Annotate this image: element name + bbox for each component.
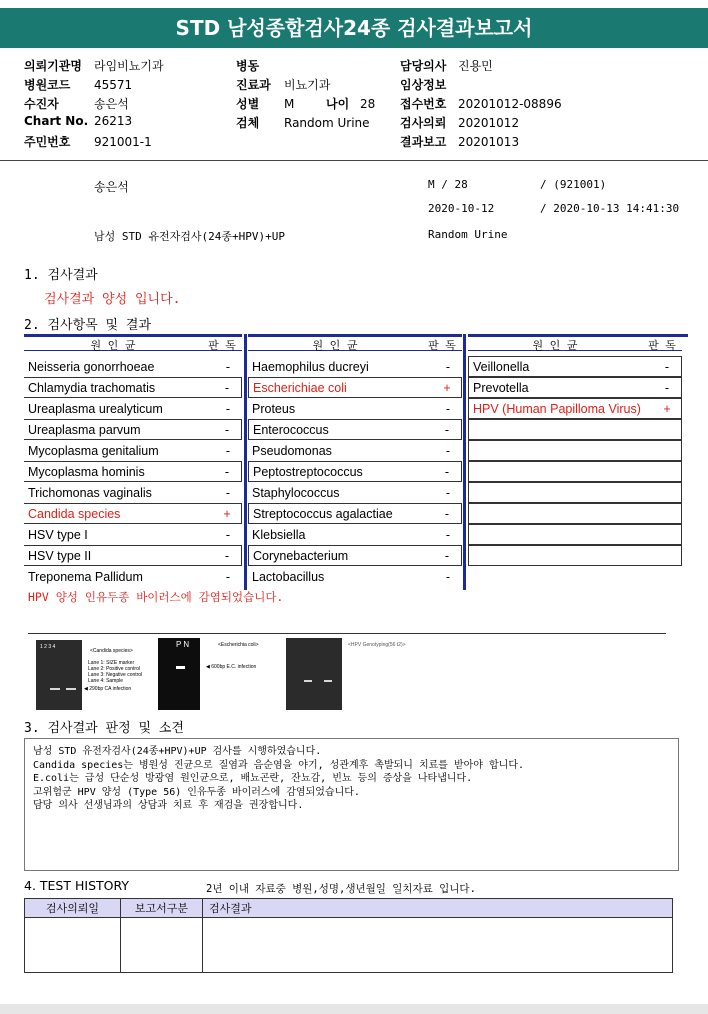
- col-header-organism: 원 인 균: [532, 339, 578, 352]
- header-field-value: 라임비뇨기과: [94, 59, 164, 73]
- result-row: [248, 461, 462, 482]
- organism-name: Mycoplasma genitalium: [28, 443, 159, 458]
- history-note: 2년 이내 자료중 병원,성명,생년월일 일치자료 입니다.: [206, 883, 476, 895]
- header-field-value: 진용민: [458, 59, 493, 73]
- opinion-line: 담당 의사 선생님과의 상담과 치료 후 재검을 권장합니다.: [33, 800, 304, 811]
- organism-name: Candida species: [28, 506, 121, 521]
- header-field-label: 수진자: [24, 97, 59, 111]
- header-field-label: 병동: [236, 59, 260, 73]
- patient-sex-age: M / 28: [428, 178, 468, 191]
- col-header-result: 판 독: [648, 339, 676, 352]
- col-header-result: 판 독: [208, 339, 236, 352]
- result-group: [24, 334, 242, 587]
- organism-name: Ureaplasma parvum: [28, 422, 141, 437]
- organism-name: Enterococcus: [253, 422, 329, 437]
- empty-result-row: [468, 503, 682, 524]
- test-name: 남성 STD 유전자검사(24종+HPV)+UP: [94, 230, 285, 243]
- organism-name: Mycoplasma hominis: [28, 464, 145, 479]
- header-field: [24, 95, 129, 112]
- result-value: -: [225, 485, 231, 500]
- result-row: [248, 545, 462, 566]
- patient-name: 송은석: [94, 180, 129, 194]
- gel-band: [304, 680, 312, 682]
- result-group-header: [248, 334, 462, 351]
- header-field-label: 의뢰기관명: [24, 59, 82, 73]
- result-row: [468, 377, 682, 398]
- history-header-row: [25, 899, 673, 918]
- header-field: [400, 57, 493, 74]
- organism-name: Escherichiae coli: [253, 380, 347, 395]
- header-field: [400, 133, 519, 150]
- gel-legend-line: Lane 3: Negative control: [88, 672, 143, 678]
- hpv-panel-title: <HPV Genotyping(56 t2)>: [348, 642, 406, 648]
- organism-name: Chlamydia trachomatis: [28, 380, 156, 395]
- header-field: [400, 95, 562, 112]
- empty-result-row: [468, 461, 682, 482]
- result-value: +: [443, 380, 451, 395]
- section4-title: 4. TEST HISTORY: [24, 878, 129, 893]
- result-value: -: [444, 506, 450, 521]
- empty-result-row: [468, 524, 682, 545]
- result-value: -: [664, 380, 670, 395]
- header-field-value: M: [284, 97, 295, 111]
- history-table: [24, 898, 673, 973]
- history-col-request-date: 검사의뢰일: [25, 899, 121, 918]
- specimen: Random Urine: [428, 228, 508, 241]
- header-field-label: 결과보고: [400, 135, 447, 149]
- header-field-value: 송은석: [94, 97, 129, 111]
- header-field-label: 병원코드: [24, 78, 71, 92]
- result-row: [24, 377, 242, 398]
- organism-name: Haemophilus ducreyi: [252, 359, 369, 374]
- header-field-label: 검체: [236, 116, 260, 130]
- gel-band: [176, 666, 185, 669]
- gel-legend-line: Lane 4: Sample: [88, 678, 124, 684]
- result-row: [24, 440, 242, 461]
- header-field-label: Chart No.: [24, 114, 89, 128]
- section2-title: 2. 검사항목 및 결과: [24, 318, 152, 333]
- candida-panel-title: <Candida species>: [90, 648, 133, 654]
- result-row: [468, 356, 682, 377]
- organism-name: Corynebacterium: [253, 548, 349, 563]
- age-value: 28: [360, 97, 376, 111]
- result-row: [248, 566, 462, 587]
- result-value: +: [663, 401, 671, 416]
- gel-legend-line: Lane 1: SIZE marker: [88, 660, 135, 666]
- receipt-date: 2020-10-12: [428, 202, 495, 215]
- organism-name: HSV type II: [28, 548, 92, 563]
- header-field-value: 45571: [94, 78, 133, 92]
- header-field: [236, 57, 284, 74]
- history-col-report-type: 보고서구분: [121, 899, 203, 918]
- organism-name: Staphylococcus: [252, 485, 340, 500]
- history-cell: [121, 918, 203, 973]
- empty-result-row: [468, 545, 682, 566]
- result-row: [24, 566, 242, 587]
- opinion-line: 남성 STD 유전자검사(24종+HPV)+UP 검사를 시행하였습니다.: [33, 746, 322, 757]
- organism-name: Trichomonas vaginalis: [28, 485, 152, 500]
- col-header-organism: 원 인 균: [312, 339, 358, 352]
- result-row: [24, 356, 242, 377]
- result-value: -: [225, 527, 231, 542]
- lane-numbers: 1 2 3 4: [40, 644, 56, 650]
- organism-name: Prevotella: [473, 380, 529, 395]
- opinion-line: E.coli는 급성 단순성 방광염 원인균으로, 배뇨곤란, 잔뇨감, 빈뇨 등의 증상을 나타냅니다.: [33, 773, 473, 784]
- result-group: [468, 334, 682, 566]
- header-field-label: 검사의뢰: [400, 116, 447, 130]
- result-value: -: [224, 422, 230, 437]
- result-value: -: [445, 443, 451, 458]
- result-value: -: [444, 464, 450, 479]
- result-row: [248, 482, 462, 503]
- result-value: -: [225, 569, 231, 584]
- header-field: [24, 133, 152, 150]
- header-field-value: 비뇨기과: [284, 78, 331, 92]
- result-row: [468, 398, 682, 419]
- result-row: [248, 356, 462, 377]
- history-empty-row: [25, 918, 673, 973]
- gel-band: [66, 688, 76, 690]
- age-label: 나이: [326, 97, 350, 111]
- result-row: [248, 398, 462, 419]
- gel-image-strip: [28, 633, 666, 713]
- header-field-label: 진료과: [236, 78, 271, 92]
- result-value: -: [224, 548, 230, 563]
- header-field: [400, 76, 458, 93]
- header-field-label: 성별: [236, 97, 260, 111]
- gel-band: [324, 680, 332, 682]
- header-field-value: 26213: [94, 114, 133, 128]
- organism-name: HPV (Human Papilloma Virus): [473, 401, 641, 416]
- result-group-header: [24, 334, 242, 351]
- header-field-label: 주민번호: [24, 135, 71, 149]
- history-col-result: 검사결과: [203, 899, 673, 918]
- ecoli-panel-title: <Escherichia coli>: [218, 642, 259, 648]
- header-field-value: 20201012-08896: [458, 97, 562, 111]
- organism-name: Veillonella: [473, 359, 530, 374]
- history-cell: [25, 918, 121, 973]
- header-divider: [0, 160, 708, 161]
- result-value: -: [445, 485, 451, 500]
- section1-title: 1. 검사결과: [24, 268, 98, 283]
- organism-name: Pseudomonas: [252, 443, 332, 458]
- report-datetime: / 2020-10-13 14:41:30: [540, 202, 680, 215]
- empty-result-row: [468, 440, 682, 461]
- ecoli-band-label: ◀ 600bp E.C. infection: [206, 664, 257, 670]
- col-header-result: 판 독: [428, 339, 456, 352]
- footer-bar: [0, 1004, 708, 1014]
- organism-name: Proteus: [252, 401, 296, 416]
- result-row: [24, 524, 242, 545]
- candida-gel-image: [36, 640, 82, 710]
- hpv-note: HPV 양성 인유두종 바이러스에 감염되었습니다.: [28, 590, 284, 604]
- header-field-value: 20201012: [458, 116, 520, 130]
- header-field-value: 20201013: [458, 135, 520, 149]
- organism-name: Streptococcus agalactiae: [253, 506, 393, 521]
- result-value: -: [225, 401, 231, 416]
- hpv-gel-image: [286, 638, 342, 710]
- result-row: [248, 524, 462, 545]
- result-row: [248, 419, 462, 440]
- result-row: [248, 440, 462, 461]
- result-value: -: [224, 380, 230, 395]
- result-value: -: [225, 359, 231, 374]
- empty-result-row: [468, 419, 682, 440]
- opinion-line: 고위험군 HPV 양성 (Type 56) 인유두종 바이러스에 감염되었습니다.: [33, 786, 360, 798]
- header-line-end: [680, 334, 688, 337]
- result-value: -: [444, 422, 450, 437]
- header-field-label: 임상정보: [400, 78, 447, 92]
- result-value: -: [445, 401, 451, 416]
- result-row: [24, 398, 242, 419]
- result-row: [248, 503, 462, 524]
- header-field: [236, 114, 370, 131]
- header-field-value: 921001-1: [94, 135, 152, 149]
- col-header-organism: 원 인 균: [90, 339, 136, 352]
- result-value: -: [225, 443, 231, 458]
- result-group: [248, 334, 462, 587]
- organism-name: Klebsiella: [252, 527, 306, 542]
- opinion-box: [24, 738, 679, 871]
- empty-result-row: [468, 482, 682, 503]
- result-row: [24, 419, 242, 440]
- gel-band: [50, 688, 60, 690]
- header-field-value: Random Urine: [284, 116, 370, 130]
- header-field: [400, 114, 519, 131]
- header-field-label: 담당의사: [400, 59, 447, 73]
- header-field: [24, 114, 132, 128]
- age-field: [326, 95, 375, 112]
- organism-name: Neisseria gonorrhoeae: [28, 359, 155, 374]
- patient-birth: / (921001): [540, 178, 607, 191]
- header-field-label: 접수번호: [400, 97, 447, 111]
- organism-name: Peptostreptococcus: [253, 464, 363, 479]
- result-row: [24, 503, 242, 524]
- overall-result: 검사결과 양성 입니다.: [44, 292, 181, 307]
- report-title: STD 남성종합검사24종 검사결과보고서: [0, 8, 708, 48]
- result-row: [24, 461, 242, 482]
- section3-title: 3. 검사결과 판정 및 소견: [24, 721, 184, 736]
- header-field: [236, 95, 294, 112]
- opinion-line: Candida species는 병원성 진균으로 질염과 음순염을 야기, 성관계후 촉발되니 치료를 받아야 합니다.: [33, 759, 524, 771]
- candida-band-label: ◀ 290bp CA infection: [84, 686, 132, 692]
- result-value: +: [223, 506, 231, 521]
- header-field: [236, 76, 330, 93]
- result-row: [248, 377, 462, 398]
- header-field: [24, 57, 164, 74]
- result-value: -: [445, 569, 451, 584]
- header-field: [24, 76, 132, 93]
- result-row: [24, 482, 242, 503]
- organism-name: Lactobacillus: [252, 569, 325, 584]
- result-value: -: [664, 359, 670, 374]
- gel-legend: [88, 660, 142, 684]
- column-separator: [244, 334, 247, 590]
- result-value: -: [445, 359, 451, 374]
- organism-name: Ureaplasma urealyticum: [28, 401, 163, 416]
- history-cell: [203, 918, 673, 973]
- result-row: [24, 545, 242, 566]
- result-value: -: [445, 527, 451, 542]
- gel-legend-line: Lane 2: Positive control: [88, 666, 140, 672]
- organism-name: Treponema Pallidum: [28, 569, 143, 584]
- column-separator: [463, 334, 466, 590]
- result-group-header: [468, 334, 682, 351]
- result-value: -: [224, 464, 230, 479]
- pn-labels: P N: [176, 640, 190, 649]
- organism-name: HSV type I: [28, 527, 88, 542]
- result-value: -: [444, 548, 450, 563]
